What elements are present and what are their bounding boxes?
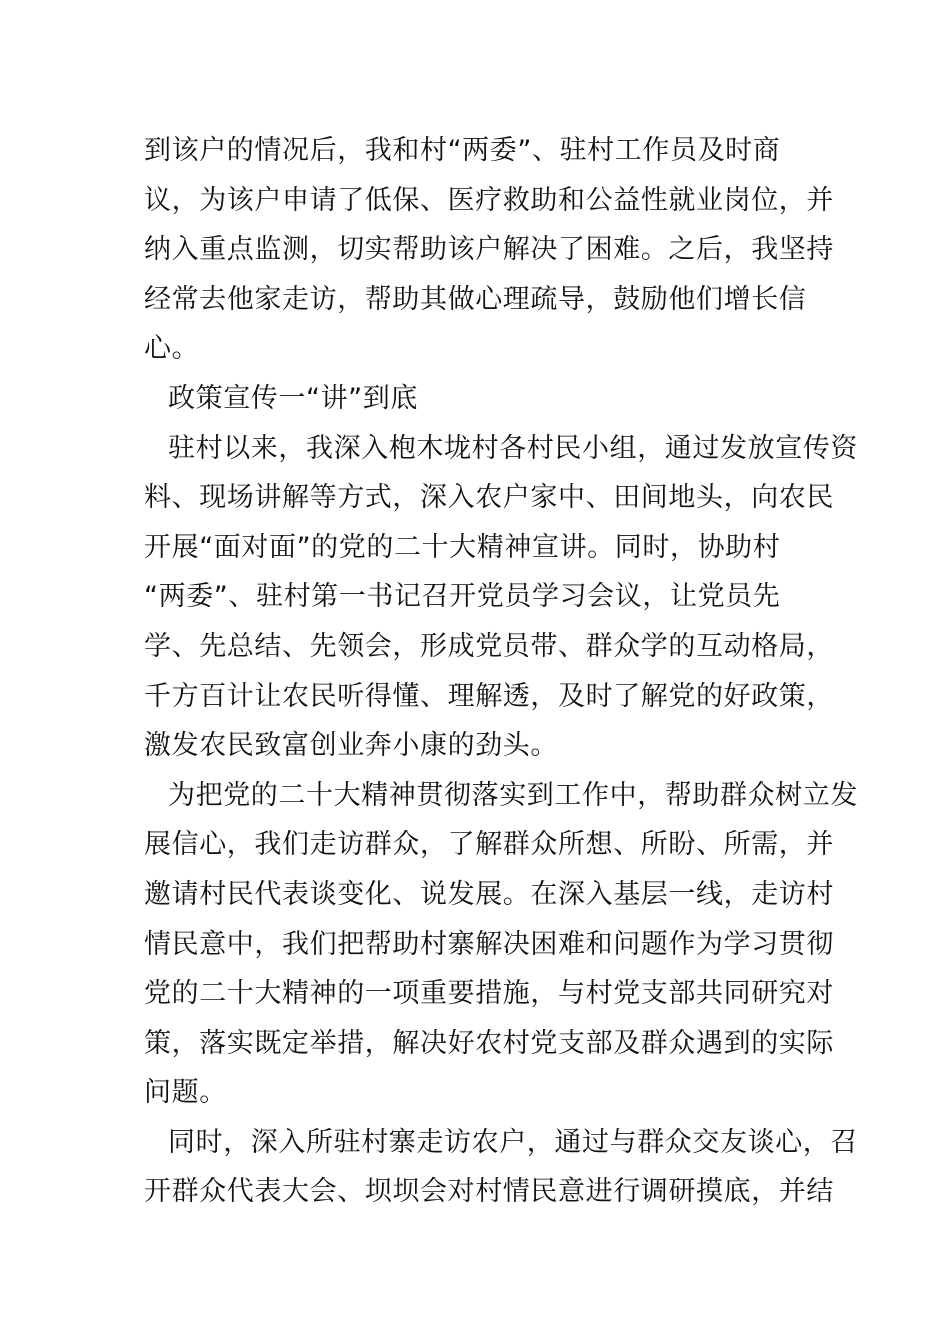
text-line: 激发农民致富创业奔小康的劲头。 [144, 730, 558, 762]
paragraph [144, 1118, 858, 1217]
text-line: 策，落实既定举措，解决好农村党支部及群众遇到的实际 [144, 1027, 834, 1059]
text-line: 驻村以来，我深入枹木垅村各村民小组，通过发放宣传资 [168, 432, 858, 464]
text-line: “两委”、驻村第一书记召开党员学习会议，让党员先 [144, 581, 781, 613]
text-line: 料、现场讲解等方式，深入农户家中、田间地头，向农民 [144, 482, 834, 514]
text-line: 同时，深入所驻村寨走访农户，通过与群众交友谈心，召 [168, 1126, 858, 1158]
paragraph [144, 424, 858, 771]
text-line: 纳入重点监测，切实帮助该户解决了困难。之后，我坚持 [144, 234, 834, 266]
text-line: 开群众代表大会、坝坝会对村情民意进行调研摸底，并结 [144, 1176, 834, 1208]
text-line: 议，为该户申请了低保、医疗救助和公益性就业岗位，并 [144, 184, 834, 216]
heading-line: 政策宣传一“讲”到底 [168, 382, 418, 414]
text-line: 展信心，我们走访群众，了解群众所想、所盼、所需，并 [144, 829, 834, 861]
text-line: 开展“面对面”的党的二十大精神宣讲。同时，协助村 [144, 531, 781, 563]
document-body [144, 126, 858, 1217]
text-line: 到该户的情况后，我和村“两委”、驻村工作员及时商 [144, 135, 781, 166]
section-heading [144, 374, 808, 424]
text-line: 千方百计让农民听得懂、理解透，及时了解党的好政策， [144, 680, 834, 712]
text-line: 心。 [144, 333, 200, 365]
text-line: 为把党的二十大精神贯彻落实到工作中，帮助群众树立发 [168, 779, 858, 811]
text-line: 经常去他家走访，帮助其做心理疏导，鼓励他们增长信 [144, 283, 807, 315]
text-line: 党的二十大精神的一项重要措施，与村党支部共同研究对 [144, 978, 834, 1010]
paragraph [144, 771, 858, 1118]
text-line: 邀请村民代表谈变化、说发展。在深入基层一线，走访村 [144, 878, 834, 910]
text-line: 情民意中，我们把帮助村寨解决困难和问题作为学习贯彻 [144, 928, 834, 960]
text-line: 问题。 [144, 1077, 227, 1109]
text-line: 学、先总结、先领会，形成党员带、群众学的互动格局， [144, 630, 834, 662]
paragraph [144, 126, 834, 374]
